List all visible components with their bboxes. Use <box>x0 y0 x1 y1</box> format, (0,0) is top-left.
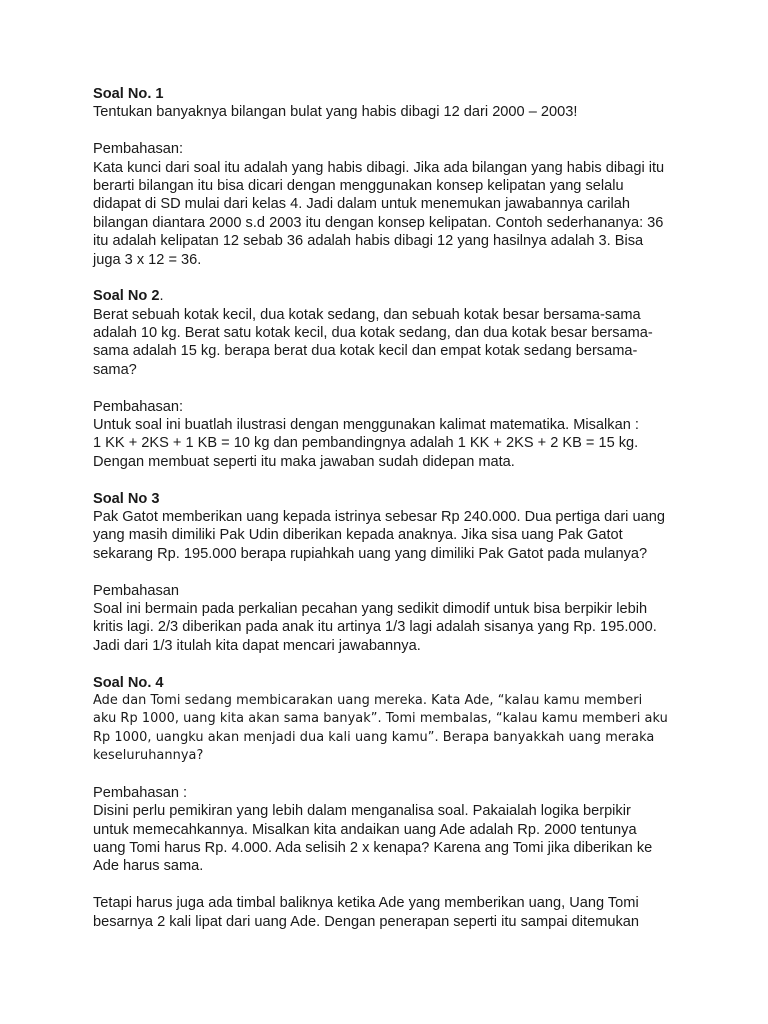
spacer <box>93 379 683 397</box>
soal-4-pembahasan-line: untuk memecahkannya. Misalkan kita andaikan uang Ade adalah Rp. 2000 tentunya <box>93 821 637 838</box>
soal-1-pembahasan-line: didapat di SD mulai dari kelas 4. Jadi dalam untuk menemukan jawabannya carilah <box>93 196 631 213</box>
soal-3-question-line: yang masih dimiliki Pak Udin diberikan kepada anaknya. Jika sisa uang Pak Gatot <box>93 527 623 544</box>
spacer <box>93 269 683 287</box>
soal-1-pembahasan-line: berarti bilangan itu bisa dicari dengan menggunakan konsep kelipatan yang selalu <box>93 177 624 194</box>
soal-2-title: Soal No 2 <box>93 288 160 305</box>
soal-1-pembahasan-line: juga 3 x 12 = 36. <box>93 251 202 268</box>
soal-2-heading <box>93 287 683 305</box>
spacer <box>93 655 683 673</box>
soal-2-question-line: adalah 10 kg. Berat satu kotak kecil, dua kotak sedang, dan dua kotak besar bersama- <box>93 325 653 342</box>
soal-1-pembahasan-line: itu adalah kelipatan 12 sebab 36 adalah habis dibagi 12 yang hasilnya adalah 3. Bisa <box>93 233 644 250</box>
soal-4-pembahasan-line: uang Tomi harus Rp. 4.000. Ada selisih 2 x kenapa? Karena ang Tomi jika diberikan ke <box>93 840 653 857</box>
soal-3-pembahasan-line: kritis lagi. 2/3 diberikan pada anak itu artinya 1/3 lagi adalah sisanya yang Rp. 195.000. <box>93 619 657 636</box>
soal-2-title-suffix: . <box>159 288 164 305</box>
soal-4-question-line: Ade dan Tomi sedang membicarakan uang mereka. Kata Ade, “kalau kamu memberi <box>93 692 643 708</box>
soal-4-question-line: aku Rp 1000, uang kita akan sama banyak”. Tomi membalas, “kalau kamu memberi aku <box>93 711 668 727</box>
soal-2-question-line: sama? <box>93 361 137 378</box>
soal-4-question-line: Rp 1000, uangku akan menjadi dua kali uang kamu”. Berapa banyakkah uang meraka <box>93 729 655 745</box>
document-content <box>93 85 683 931</box>
soal-4-pembahasan-line: Disini perlu pemikiran yang lebih dalam menganalisa soal. Pakaialah logika berpikir <box>93 803 631 820</box>
spacer <box>93 122 683 140</box>
soal-4-question-line: keseluruhannya? <box>93 748 204 764</box>
soal-3-question-line: sekarang Rp. 195.000 berapa rupiahkah uang yang dimiliki Pak Gatot pada mulanya? <box>93 545 648 562</box>
soal-3-pembahasan-label: Pembahasan <box>93 582 180 599</box>
soal-3-pembahasan-line: Jadi dari 1/3 itulah kita dapat mencari jawabannya. <box>93 637 421 654</box>
soal-4-pembahasan-line: Ade harus sama. <box>93 858 204 875</box>
soal-2-pembahasan-line: 1 KK + 2KS + 1 KB = 10 kg dan pembandingnya adalah 1 KK + 2KS + 2 KB = 15 kg. <box>93 435 639 452</box>
soal-1-title: Soal No. 1 <box>93 86 164 102</box>
soal-1-pembahasan-line: bilangan diantara 2000 s.d 2003 itu dengan konsep kelipatan. Contoh sederhananya: 36 <box>93 214 664 231</box>
soal-4-closing-line: besarnya 2 kali lipat dari uang Ade. Dengan penerapan seperti itu sampai ditemukan <box>93 913 639 930</box>
soal-4-title: Soal No. 4 <box>93 674 164 691</box>
spacer <box>93 876 683 894</box>
soal-2-pembahasan-label: Pembahasan: <box>93 398 184 415</box>
soal-2-question-line: sama adalah 15 kg. berapa berat dua kotak kecil dan empat kotak sedang bersama- <box>93 343 638 360</box>
soal-4-closing-line: Tetapi harus juga ada timbal baliknya ketika Ade yang memberikan uang, Uang Tomi <box>93 895 639 912</box>
spacer <box>93 471 683 489</box>
soal-3-title: Soal No 3 <box>93 490 160 507</box>
soal-4-pembahasan-label: Pembahasan : <box>93 784 188 801</box>
spacer <box>93 563 683 581</box>
soal-2-question-line: Berat sebuah kotak kecil, dua kotak sedang, dan sebuah kotak besar bersama-sama <box>93 306 641 323</box>
spacer <box>93 765 683 783</box>
soal-3-pembahasan-line: Soal ini bermain pada perkalian pecahan yang sedikit dimodif untuk bisa berpikir lebih <box>93 600 648 617</box>
soal-2-pembahasan-line: Untuk soal ini buatlah ilustrasi dengan menggunakan kalimat matematika. Misalkan : <box>93 417 639 434</box>
soal-2-pembahasan-line: Dengan membuat seperti itu maka jawaban sudah didepan mata. <box>93 453 515 470</box>
soal-1-pembahasan-line: Kata kunci dari soal itu adalah yang habis dibagi. Jika ada bilangan yang habis dibagi itu <box>93 159 665 176</box>
soal-3-question-line: Pak Gatot memberikan uang kepada istrinya sebesar Rp 240.000. Dua pertiga dari uang <box>93 508 665 525</box>
soal-1-pembahasan-label: Pembahasan: <box>93 141 184 158</box>
soal-1-question: Tentukan banyaknya bilangan bulat yang habis dibagi 12 dari 2000 – 2003! <box>93 104 578 121</box>
